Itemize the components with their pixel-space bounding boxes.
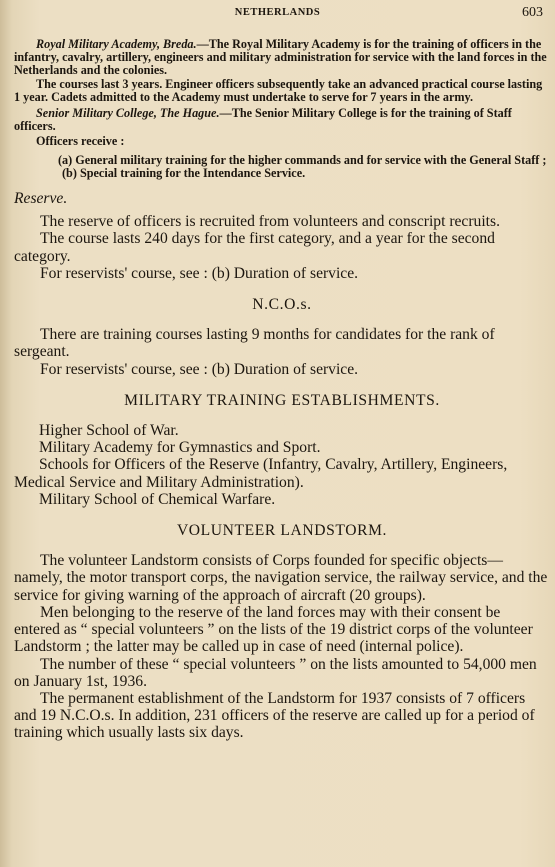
breda-title: Royal Military Academy, Breda. [36, 37, 197, 51]
list-item: Higher School of War. [39, 422, 179, 440]
list-item: Schools for Officers of the Reserve (Infantry, Cavalry, Artillery, Engineers, Medical Service and Military Administration). [14, 456, 508, 491]
hague-text: —The Senior Military College is for the training of Staff officers. [14, 106, 512, 134]
ncos-title: N.C.O.s. [252, 296, 312, 314]
hague-item-a: (a) General military training for the higher commands and for service with the General Staff ; [58, 152, 547, 167]
landstorm-p3: The number of these “ special volunteers ” on the lists amounted to 54,000 men on January 1st, 1936. [14, 655, 537, 690]
list-item: Military School of Chemical Warfare. [39, 490, 276, 508]
reserve-p2: The course lasts 240 days for the first category, and a year for the second category. [14, 230, 495, 265]
reserve-title: Reserve. [14, 190, 68, 208]
hague-paragraph [14, 107, 550, 133]
landstorm-title: VOLUNTEER LANDSTORM. [176, 522, 388, 540]
academy-section [14, 38, 550, 180]
establishments-list [14, 422, 550, 508]
breda-paragraph [14, 38, 550, 78]
breda-text: —The Royal Military Academy is for the training of officers in the infantry, cavalry, artillery, engineers and military administration for service with the land forces in the Netherlands and the colonies. [14, 37, 547, 78]
landstorm-p4: The permanent establishment of the Landstorm for 1937 consists of 7 officers and 19 N.C.O.s. In addition, 231 officers of the reserve are called up for a period of training which usually lasts six days. [14, 689, 535, 742]
ncos-p1: There are training courses lasting 9 months for candidates for the rank of sergeant. [14, 326, 495, 361]
hague-title: Senior Military College, The Hague. [36, 106, 220, 121]
landstorm-p2: Men belonging to the reserve of the land forces may with their consent be entered as “ special volunteers ” on the lists of the 19 district corps of the volunteer Landstorm ; the latter may be called up in case of need (internal police). [14, 603, 533, 656]
establishments-title: MILITARY TRAINING ESTABLISHMENTS. [124, 391, 440, 409]
page-number: 603 [522, 5, 543, 20]
reserve-p3: For reservists' course, see : (b) Duration of service. [40, 264, 359, 282]
landstorm-p1: The volunteer Landstorm consists of Corps founded for specific objects—namely, the motor transport corps, the navigation service, the railway service, and the service for giving warning of the approach of aircraft (20 groups). [14, 552, 548, 604]
ncos-p2: For reservists' course, see : (b) Duration of service. [40, 360, 359, 378]
hague-receive: Officers receive : [36, 134, 125, 149]
breda-courses: The courses last 3 years. Engineer officers subsequently take an advanced practical course lasting 1 year. Cadets admitted to the Academy must undertake to serve for 7 years in the army. [14, 76, 543, 104]
reserve-p1: The reserve of officers is recruited from volunteers and conscript recruits. [40, 213, 500, 231]
page-header [0, 5, 555, 23]
reserve-section [14, 190, 550, 741]
running-head: NETHERLANDS [234, 7, 321, 18]
page-content [14, 38, 550, 742]
list-item: Military Academy for Gymnastics and Sport. [39, 439, 321, 457]
hague-item-b: (b) Special training for the Intendance Service. [62, 165, 306, 180]
